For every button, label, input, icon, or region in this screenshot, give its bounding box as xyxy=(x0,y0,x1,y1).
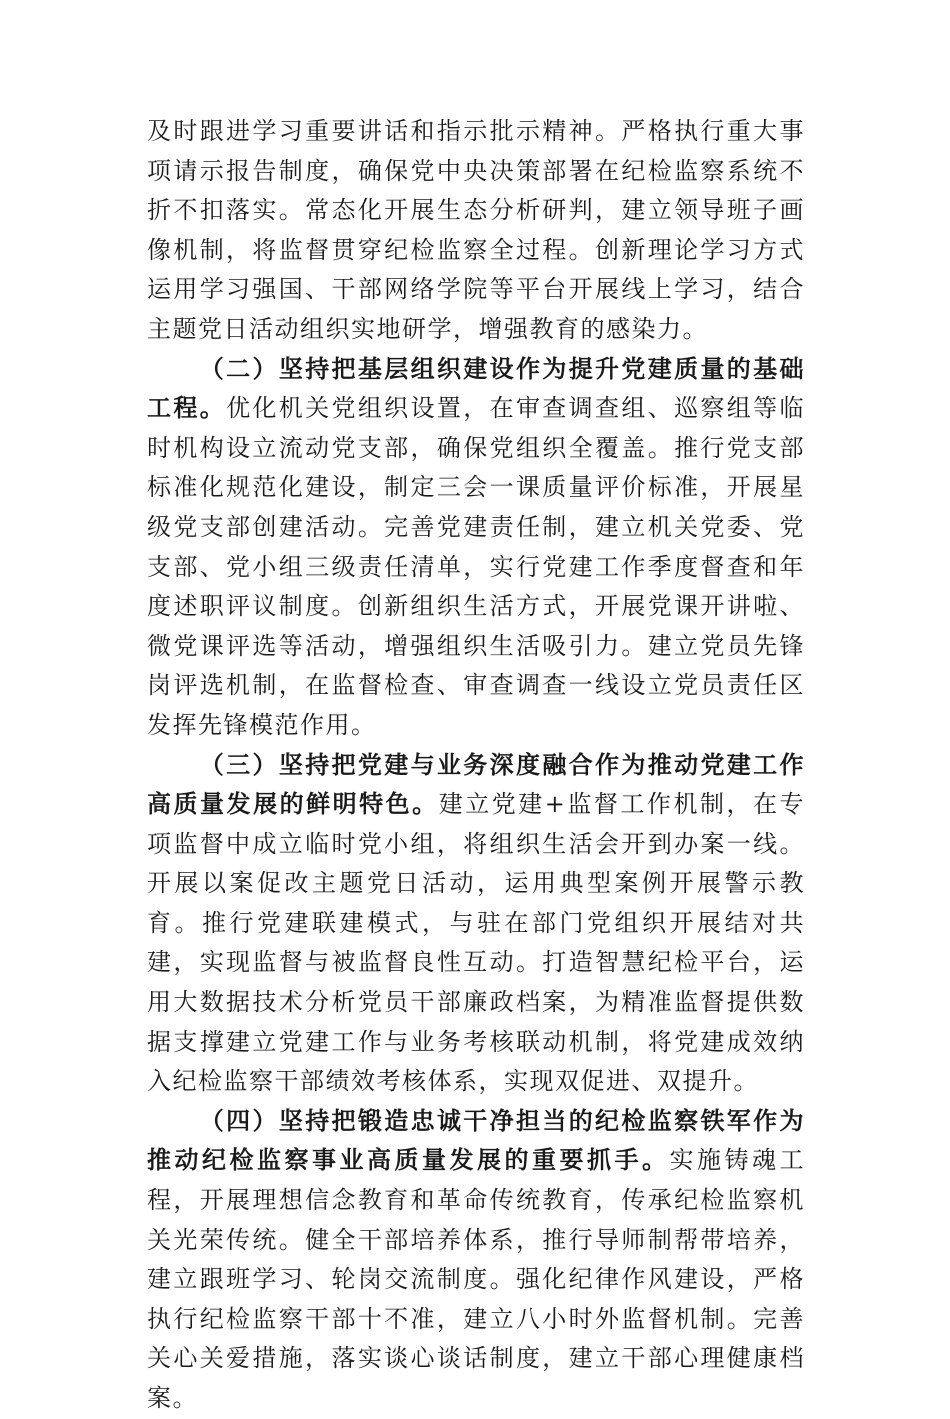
paragraph-section-4 xyxy=(147,1102,805,1419)
paragraph-section-2 xyxy=(147,350,805,746)
paragraph-continuation xyxy=(147,112,805,350)
paragraph-text: 实施铸魂工程，开展理想信念教育和革命传统教育，传承纪检监察机关光荣传统。健全干部培养体系，推行导师制帮带培养，建立跟班学习、轮岗交流制度。强化纪律作风建设，严格执行纪检监察干部十不准，建立八小时外监督机制。完善关心关爱措施，落实谈心谈话制度，建立干部心理健康档案。 xyxy=(147,1146,805,1412)
paragraph-section-3 xyxy=(147,746,805,1102)
paragraph-text: 建立党建+监督工作机制，在专项监督中成立临时党小组，将组织生活会开到办案一线。开展以案促改主题党日活动，运用典型案例开展警示教育。推行党建联建模式，与驻在部门党组织开展结对共建，实现监督与被监督良性互动。打造智慧纪检平台，运用大数据技术分析党员干部廉政档案，为精准监督提供数据支撑建立党建工作与业务考核联动机制，将党建成效纳入纪检监察干部绩效考核体系，实现双促进、双提升。 xyxy=(147,790,806,1096)
section-heading: （二）坚持把基层组织建设作为提升党建质量的基础工程。 xyxy=(147,354,805,423)
paragraph-text: 及时跟进学习重要讲话和指示批示精神。严格执行重大事项请示报告制度，确保党中央决策部署在纪检监察系统不折不扣落实。常态化开展生态分析研判，建立领导班子画像机制，将监督贯穿纪检监察全过程。创新理论学习方式运用学习强国、干部网络学院等平台开展线上学习，结合主题党日活动组织实地研学，增强教育的感染力。 xyxy=(147,117,805,343)
paragraph-text: 优化机关党组织设置，在审查调查组、巡察组等临时机构设立流动党支部，确保党组织全覆盖。推行党支部标准化规范化建设，制定三会一课质量评价标准，开展星级党支部创建活动。完善党建责任制，建立机关党委、党支部、党小组三级责任清单，实行党建工作季度督查和年度述职评议制度。创新组织生活方式，开展党课开讲啦、微党课评选等活动，增强组织生活吸引力。建立党员先锋岗评选机制，在监督检查、审查调查一线设立党员责任区发挥先锋模范作用。 xyxy=(147,394,805,739)
section-heading: （三）坚持把党建与业务深度融合作为推动党建工作高质量发展的鲜明特色。 xyxy=(147,750,805,819)
document-body xyxy=(147,112,805,1419)
section-heading: （四）坚持把锻造忠诚干净担当的纪检监察铁军作为推动纪检监察事业高质量发展的重要抓手。 xyxy=(147,1106,805,1175)
